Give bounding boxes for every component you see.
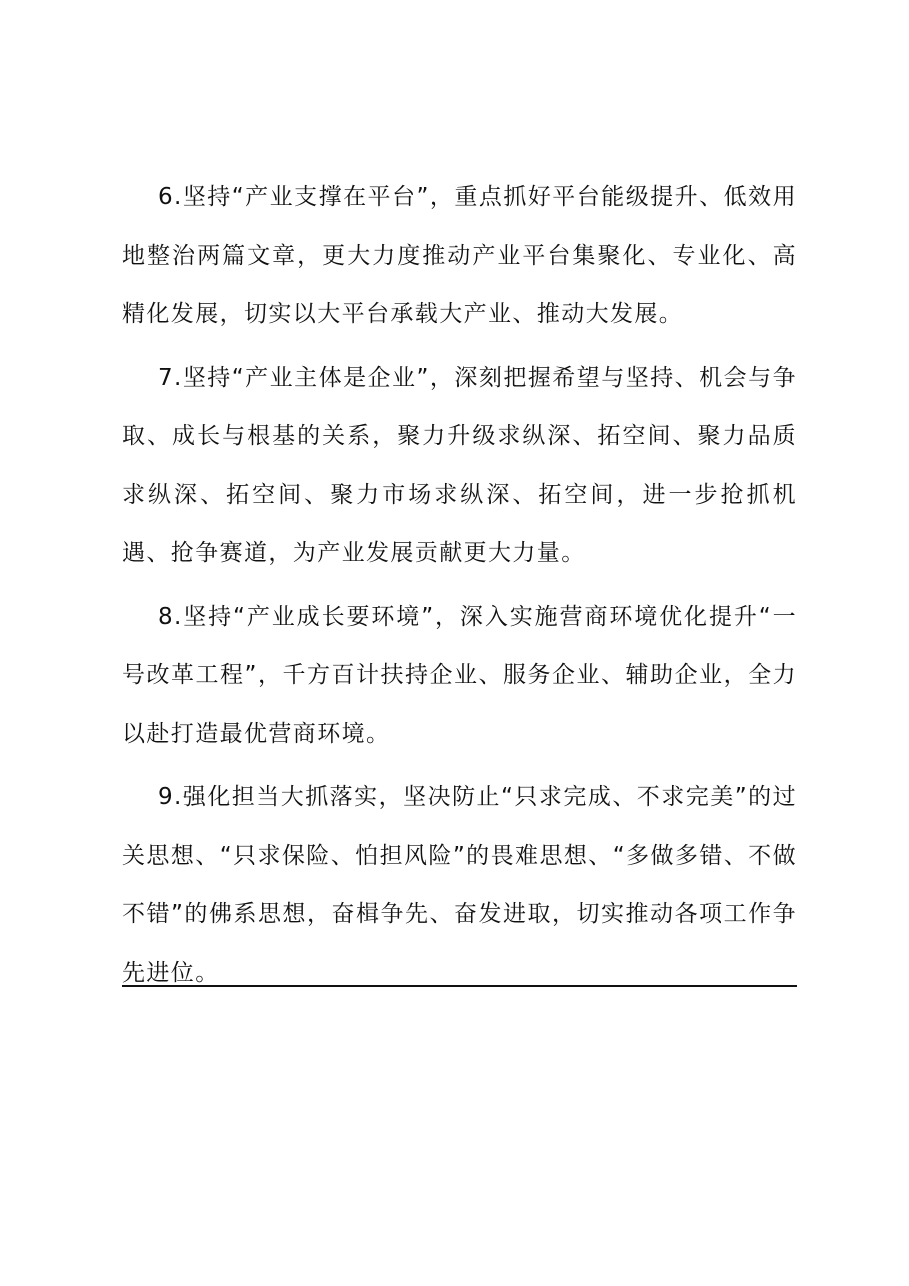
- paragraph-8: 8.坚持“产业成长要环境”，深入实施营商环境优化提升“一号改革工程”，千方百计扶持企业、服务企业、辅助企业，全力以赴打造最优营商环境。: [122, 603, 797, 747]
- document-body: [122, 168, 797, 1007]
- paragraph-9: 9.强化担当大抓落实，坚决防止“只求完成、不求完美”的过关思想、“只求保险、怕担风险”的畏难思想、“多做多错、不做不错”的佛系思想，奋楫争先、奋发进取，切实推动各项工作争先进位。: [122, 784, 797, 986]
- paragraph-7: 7.坚持“产业主体是企业”，深刻把握希望与坚持、机会与争取、成长与根基的关系，聚力升级求纵深、拓空间、聚力品质求纵深、拓空间、聚力市场求纵深、拓空间，进一步抢抓机遇、抢争赛道，为产业发展贡献更大力量。: [122, 364, 797, 566]
- paragraph-6: 6.坚持“产业支撑在平台”，重点抓好平台能级提升、低效用地整治两篇文章，更大力度推动产业平台集聚化、专业化、高精化发展，切实以大平台承载大产业、推动大发展。: [122, 184, 797, 327]
- bottom-divider: [122, 985, 797, 987]
